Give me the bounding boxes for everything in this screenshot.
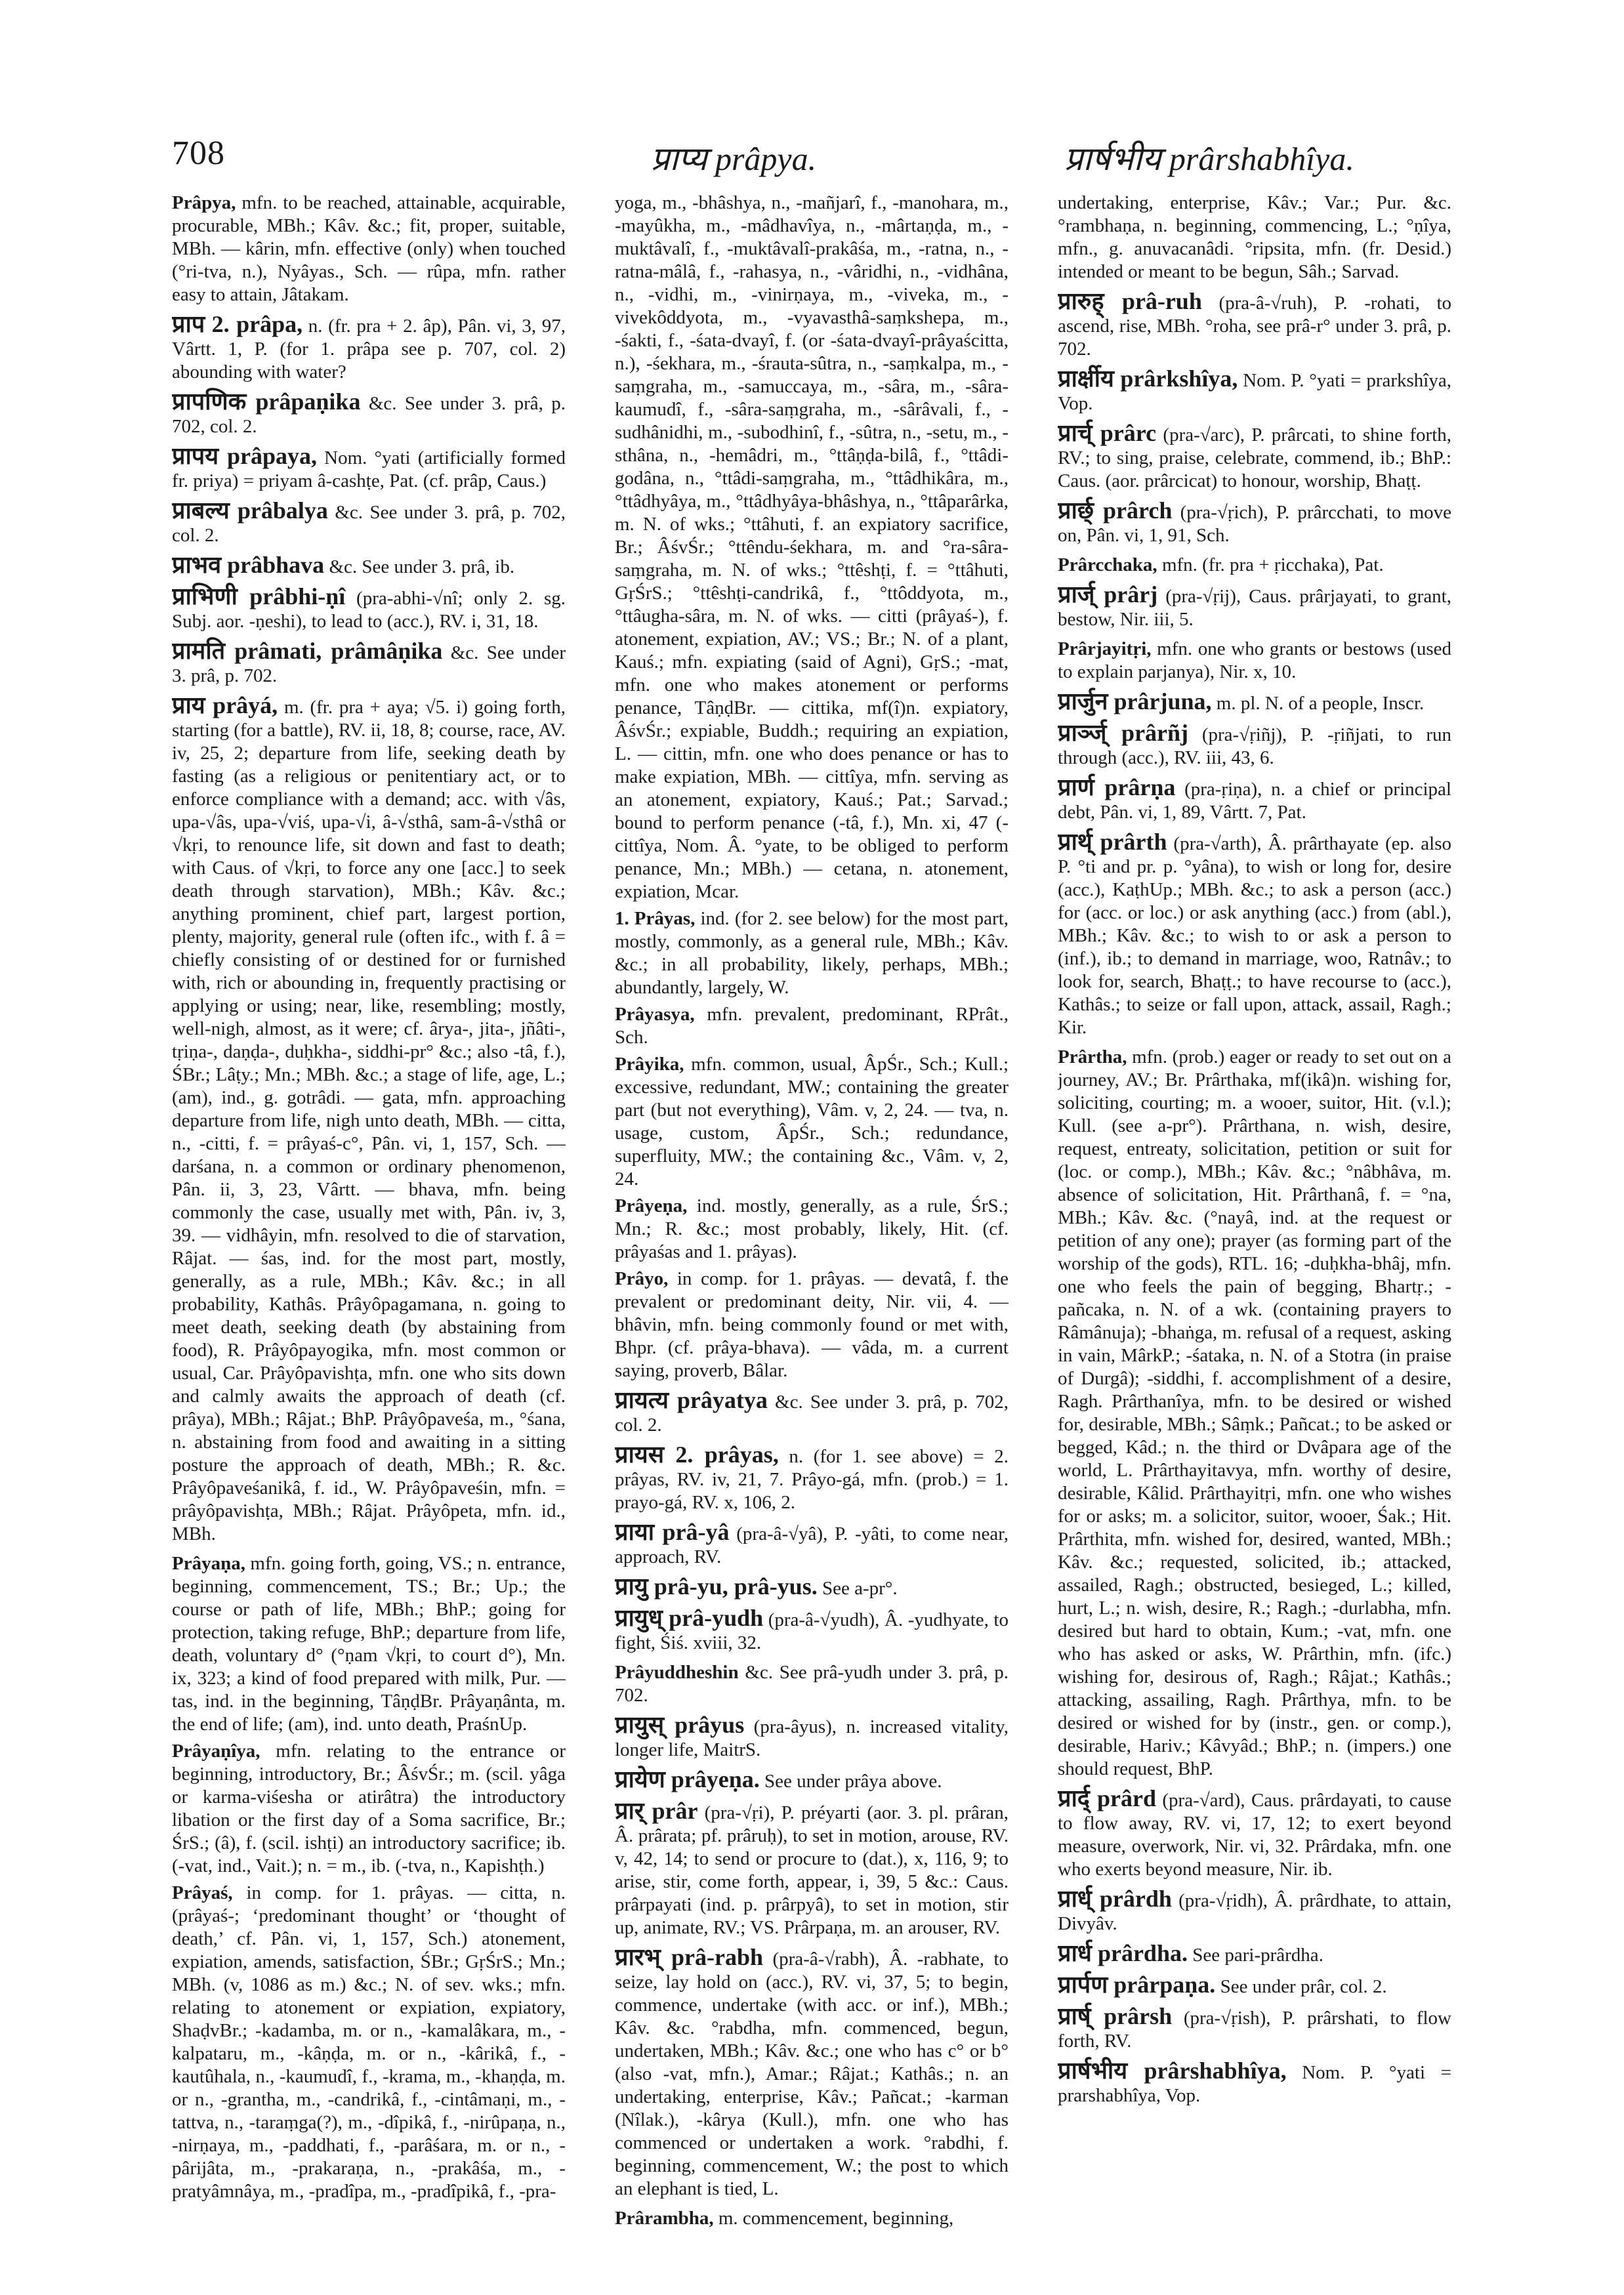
entry-headword: Prâyika, <box>615 1054 684 1075</box>
entry-definition: &c. See under 3. prâ, p. 702, col. 2. <box>172 393 566 437</box>
dictionary-entry <box>1058 554 1451 577</box>
column-3 <box>1058 192 1451 2252</box>
entry-definition: undertaking, enterprise, Kâv.; Var.; Pur. &c. °rambhaṇa, n. beginning, commencing, L.; °ṇîya, mfn., g. anuvacanâdi. °ripsita, mfn. (fr. Desid.) intended or meant to be begun, Sâh.; Sarvad. <box>1058 192 1451 282</box>
entry-definition: n. (fr. pra + 2. âp), Pân. vi, 3, 97, Vârtt. 1, P. (for 1. prâpa see p. 707, col. 2) abounding with water? <box>172 316 566 382</box>
dictionary-entry <box>615 907 1009 999</box>
column-1 <box>172 192 566 2252</box>
entry-headword: प्रापय prâpaya, <box>172 443 318 469</box>
entry-headword: Prâyo, <box>615 1268 669 1289</box>
page-number: 708 <box>172 134 225 172</box>
dictionary-entry <box>615 1607 1009 1655</box>
entry-headword: प्रायु prâ-yu, prâ-yus. <box>615 1573 818 1600</box>
dictionary-entry <box>1058 776 1451 824</box>
entry-definition: mfn. prevalent, predominant, RPrât., Sch. <box>615 1004 1009 1048</box>
dictionary-entry <box>1058 1787 1451 1881</box>
entry-definition: n. (for 1. see above) = 2. prâyas, RV. iv, 21, 7. Prâyo-gá, mfn. (prob.) = 1. prayo-gá, RV. x, 106, 2. <box>615 1446 1009 1513</box>
entry-headword: प्राप 2. prâpa, <box>172 311 303 337</box>
entry-definition: See a-pr°. <box>822 1578 898 1599</box>
entry-definition: (pra-√arth), Â. prârthayate (ep. also P. °ti and pr. p. °yâna), to wish or long for, desire (acc.), KaṭhUp.; MBh. &c.; to ask a person (acc.) for (acc. or loc.) or ask anything (acc.) from (abl.), MBh.; Kâv. &c.; to wish to or ask a person to (inf.), ib.; to demand in marriage, woo, Ratnâv.; to look for, search, Bhaṭṭ.; to have recourse to (acc.), Kathâs.; to seize or fall upon, attack, assail, Ragh.; Kir. <box>1058 833 1451 1038</box>
entry-definition: ind. (for 2. see below) for the most part, mostly, commonly, as a general rule, MBh.; Kâv. &c.; in all probability, likely, perhaps, MBh.; abundantly, largely, W. <box>615 908 1009 998</box>
dictionary-entry <box>1058 583 1451 631</box>
dictionary-entry <box>172 1740 566 1878</box>
entry-definition: (pra-abhi-√nî; only 2. sg. Subj. aor. -ṇeshi), to lead to (acc.), RV. i, 31, 18. <box>172 588 566 632</box>
dictionary-entry <box>1058 290 1451 361</box>
entry-headword: प्रार्पण prârpaṇa. <box>1058 1972 1216 1998</box>
entry-headword: Prâyuddheshin <box>615 1662 739 1683</box>
entry-headword: Prârambha, <box>615 2208 714 2229</box>
dictionary-entry <box>615 1946 1009 2201</box>
entry-definition: in comp. for 1. prâyas. — citta, n. (prâyaś-; ‘predominant thought’ or ‘thought of death,’ cf. Pân. vi, 1, 157, Sch.) atonement, expiation, amends, satisfaction, ŚBr.; GṛŚrS.; Mn.; MBh. (v, 1086 as m.) &c.; N. of sev. wks.; mfn. relating to atonement or expiation, expiatory, ShaḍvBr.; -kadamba, m. or n., -kamalâkara, m., -kalpataru, m., -kâṇḍa, m. or n., -kârikâ, f., -kautûhala, n., -kaumudî, f., -krama, m., -khaṇḍa, m. or n., -grantha, m., -candrikâ, f., -cintâmaṇi, m., -tattva, n., -taraṃga(?), m., -dîpikâ, f., -nirûpaṇa, n., -nirṇaya, m., -paddhati, f., -parâśara, m. or n., -pârijâta, m., -prakaraṇa, n., -prakâśa, m., -pratyâmnâya, m., -pradîpa, m., -pradîpikâ, f., -pra- <box>172 1882 566 2202</box>
dictionary-entry <box>615 1714 1009 1762</box>
entry-definition: (pra-√ṛij), Caus. prârjayati, to grant, bestow, Nir. iii, 5. <box>1058 586 1451 630</box>
dictionary-entry <box>1058 638 1451 684</box>
dictionary-entry <box>172 554 566 579</box>
entry-definition: (pra-â-√yâ), P. -yâti, to come near, approach, RV. <box>615 1523 1009 1567</box>
entry-headword: प्रार्छ् prârch <box>1058 497 1173 524</box>
dictionary-entry <box>615 1053 1009 1191</box>
dictionary-entry <box>172 1552 566 1736</box>
entry-definition: See under prâr, col. 2. <box>1220 1976 1387 1997</box>
entry-headword: प्रापणिक prâpaṇika <box>172 388 361 415</box>
entry-definition: mfn. to be reached, attainable, acquirable, procurable, MBh.; Kâv. &c.; fit, proper, suitable, MBh. — kârin, mfn. effective (only) when touched (°ri-tva, n.), Nyâyas., Sch. — rûpa, mfn. rather easy to attain, Jâtakam. <box>172 192 566 305</box>
entry-definition: &c. See prâ-yudh under 3. prâ, p. 702. <box>615 1662 1009 1706</box>
entry-headword: प्रार्द् prârd <box>1058 1785 1157 1811</box>
dictionary-entry <box>172 313 566 384</box>
entry-headword: प्रार्ण prârṇa <box>1058 774 1176 800</box>
entry-headword: प्रार्ध prârdha. <box>1058 1940 1188 1966</box>
entry-headword: प्रायुध् prâ-yudh <box>615 1605 764 1631</box>
entry-headword: प्राभव prâbhava <box>172 552 325 578</box>
dictionary-entry <box>172 390 566 438</box>
entry-headword: प्रार्क्षीय prârkshîya, <box>1058 365 1238 392</box>
entry-definition: mfn. common, usual, ÂpŚr., Sch.; Kull.; excessive, redundant, MW.; containing the greater part (but not everything), Vâm. v, 2, 24. — tva, n. usage, custom, ÂpŚr., Sch.; redundance, superfluity, MW.; the containing &c., Vâm. v, 2, 24. <box>615 1054 1009 1189</box>
dictionary-entry <box>1058 1046 1451 1781</box>
entry-headword: प्रार्ञ्ज् prârñj <box>1058 720 1189 746</box>
entry-definition: (pra-√ṛi), P. préyarti (aor. 3. pl. prâran, Â. prârata; pf. prâruḥ), to set in motion, arouse, RV. v, 42, 14; to send or procure to (dat.), x, 116, 9; to arise, stir, come forth, appear, i, 39, 5 &c.: Caus. prârpayati (ind. p. prârpyâ), to set in motion, stir up, animate, RV.; VS. Prârpaṇa, m. an arouser, RV. <box>615 1802 1009 1938</box>
dictionary-entry <box>615 1195 1009 1264</box>
entry-headword: प्रार्षभीय prârshabhîya, <box>1058 2057 1287 2084</box>
dictionary-entry <box>615 1443 1009 1514</box>
entry-definition: (pra-√ṛich), P. prârcchati, to move on, Pân. vi, 1, 91, Sch. <box>1058 502 1451 546</box>
entry-definition: See pari-prârdha. <box>1192 1945 1323 1966</box>
entry-headword: 1. Prâyas, <box>615 908 696 929</box>
entry-headword: प्रारभ् prâ-rabh <box>615 1944 764 1970</box>
dictionary-entry <box>172 640 566 688</box>
entry-definition: &c. See under 3. prâ, ib. <box>329 556 515 577</box>
dictionary-entry <box>1058 192 1451 283</box>
dictionary-entry <box>172 585 566 633</box>
entry-headword: प्रार्ध् prârdh <box>1058 1886 1172 1912</box>
dictionary-entry <box>1058 690 1451 715</box>
dictionary-entry <box>615 1268 1009 1382</box>
entry-headword: प्रार्थ् prârth <box>1058 829 1167 855</box>
entry-headword: प्रायेण prâyeṇa. <box>615 1766 760 1792</box>
entry-headword: Prâyeṇa, <box>615 1195 688 1216</box>
entry-definition: (pra-ṛiṇa), n. a chief or principal debt, Pân. vi, 1, 89, Vârtt. 7, Pat. <box>1058 779 1451 823</box>
entry-definition: (pra-√ṛiñj), P. -ṛiñjati, to run through (acc.), RV. iii, 43, 6. <box>1058 724 1451 768</box>
entry-headword: प्रायुस् prâyus <box>615 1712 745 1738</box>
dictionary-entry <box>615 192 1009 903</box>
entry-headword: प्रार्ज् prârj <box>1058 581 1158 608</box>
entry-headword: प्राय prâyá, <box>172 692 278 718</box>
entry-headword: प्रार्ष् prârsh <box>1058 2003 1173 2029</box>
entry-definition: See under prâya above. <box>764 1771 942 1792</box>
dictionary-entry <box>1058 1974 1451 1998</box>
entry-headword: Prâpya, <box>172 192 236 213</box>
entry-definition: m. (fr. pra + aya; √5. i) going forth, starting (for a battle), RV. ii, 18, 8; course, race, AV. iv, 25, 2; departure from life, seeking death by fasting (as a religious or penitentiary act, or to enforce compliance with a demand; acc. with √âs, upa-√âs, upa-√viś, upa-√i, â-√sthâ, sam-â-√sthâ or √kṛi, to renounce life, sit down and fast to death; with Caus. of √kṛi, to force any one [acc.] to seek death through starvation), MBh.; Kâv. &c.; anything prominent, chief part, largest portion, plenty, majority, general rule (often ifc., with f. â = chiefly consisting of or destined for or furnished with, rich or abounding in, frequently practising or applying or using; near, like, resembling; mostly, well-nigh, almost, as it were; cf. ârya-, jita-, jñâti-, tṛiṇa-, daṇḍa-, duḥkha-, siddhi-pr° &c.; also -tâ, f.), ŚBr.; Lâṭy.; Mn.; MBh. &c.; a stage of life, age, L.; (am), ind., g. gotrâdi. — gata, mfn. approaching departure from life, nigh unto death, MBh. — citta, n., -citti, f. = prâyaś-c°, Pân. vi, 1, 157, Sch. — darśana, n. a common or ordinary phenomenon, Pân. ii, 3, 23, Vârtt. — bhava, mfn. being commonly the case, usually met with, Pân. iv, 3, 39. — vidhâyin, mfn. resolved to die of starvation, Râjat. — śas, ind. for the most part, mostly, generally, as a rule, MBh.; Kâv. &c.; in all probability, Kathâs. Prâyôpagamana, n. going to meet death, seeking death (by abstaining from food), R. Prâyôpayogika, mfn. most common or usual, Car. Prâyôpavishṭa, mfn. one who sits down and calmly awaits the approach of death (cf. prâya), MBh.; Râjat.; BhP. Prâyôpaveśa, m., °śana, n. abstaining from food and awaiting in a sitting posture the approach of death, MBh.; R. &c. Prâyôpaveśanikâ, f. id., W. Prâyôpaveśin, mfn. = prâyôpavishṭa, MBh.; Râjat. Prâyôpeta, mfn. id., MBh. <box>172 697 566 1544</box>
entry-definition: m. commencement, beginning, <box>718 2208 954 2229</box>
entry-definition: &c. See under 3. prâ, p. 702, col. 2. <box>172 502 566 546</box>
entry-definition: (pra-√ard), Caus. prârdayati, to cause to flow away, RV. vi, 17, 12; to exert beyond measure, overwork, Nir. vi, 32. Prârdaka, mfn. one who exerts beyond measure, Nir. ib. <box>1058 1790 1451 1880</box>
entry-headword: प्रार् prâr <box>615 1798 698 1824</box>
entry-definition: mfn. relating to the entrance or beginning, introductory, Br.; ÂśvŚr.; m. (scil. yâga or karma-viśesha or atirâtra) the introductory libation or the first day of a Soma sacrifice, Br.; ŚrS.; (â), f. (scil. ishṭi) an introductory sacrifice; ib. (-vat, ind., Vait.); n. = m., ib. (-tva, n., Kapishṭh.) <box>172 1741 566 1876</box>
entry-headword: प्रार्च् prârc <box>1058 420 1157 446</box>
entry-definition: in comp. for 1. prâyas. — devatâ, f. the prevalent or predominant deity, Nir. vii, 4. — bhâvin, mfn. being commonly found or met with, Bhpr. (cf. prâya-bhava). — vâda, m. a current saying, proverb, Bâlar. <box>615 1268 1009 1381</box>
dictionary-columns <box>172 192 1451 2252</box>
dictionary-entry <box>1058 422 1451 493</box>
entry-headword: प्रार्जुन prârjuna, <box>1058 688 1212 714</box>
entry-headword: Prâyaś, <box>172 1882 233 1903</box>
dictionary-entry <box>172 694 566 1546</box>
entry-definition: (pra-â-√ruh), P. -rohati, to ascend, rise, MBh. °roha, see prâ-r° under 3. prâ, p. 702. <box>1058 293 1451 360</box>
entry-definition: mfn. (fr. pra + ṛicchaka), Pat. <box>1161 554 1384 575</box>
dictionary-entry <box>1058 722 1451 770</box>
dictionary-entry <box>172 445 566 493</box>
page-header <box>172 130 1451 189</box>
dictionary-entry <box>615 1521 1009 1569</box>
dictionary-entry <box>1058 2005 1451 2053</box>
entry-definition: &c. See under 3. prâ, p. 702. <box>172 642 566 686</box>
column-2 <box>615 192 1009 2252</box>
right-guide-word: प्रार्षभीय prârshabhîya. <box>1064 140 1354 177</box>
entry-headword: Prâyaṇa, <box>172 1553 245 1574</box>
entry-headword: Prârcchaka, <box>1058 554 1157 575</box>
entry-definition: (pra-âyus), n. increased vitality, longer life, MaitrS. <box>615 1716 1009 1760</box>
entry-headword: प्रारुह् prâ-ruh <box>1058 288 1202 314</box>
entry-definition: &c. See under 3. prâ, p. 702, col. 2. <box>615 1392 1009 1436</box>
dictionary-entry <box>1058 367 1451 415</box>
entry-headword: Prâyasya, <box>615 1004 695 1025</box>
dictionary-entry <box>1058 1942 1451 1967</box>
dictionary-entry <box>172 499 566 547</box>
entry-definition: (pra-â-√yudh), Â. -yudhyate, to fight, Śiś. xviii, 32. <box>615 1609 1009 1653</box>
dictionary-entry <box>615 1661 1009 1707</box>
entry-definition: (pra-â-√rabh), Â. -rabhate, to seize, lay hold on (acc.), RV. vi, 37, 5; to begin, commence, undertake (with acc. or inf.), MBh.; Kâv. &c. °rabdha, mfn. commenced, begun, undertaken, MBh.; Kâv. &c.; one who has c° or b° (also -vat, mfn.), Amar.; Râjat.; Kathâs.; n. an undertaking, enterprise, Kâv.; Pañcat.; -karman (Nîlak.), -kârya (Kull.), mfn. one who has commenced or undertaken a work. °rabdhi, f. beginning, commencement, W.; the post to which an elephant is tied, L. <box>615 1949 1009 2199</box>
dictionary-entry <box>615 1575 1009 1600</box>
entry-definition: (pra-√arc), P. prârcati, to shine forth, RV.; to sing, praise, celebrate, commend, ib.; BhP.: Caus. (aor. prârcicat) to honour, worship, Bhaṭṭ. <box>1058 424 1451 491</box>
entry-definition: Nom. °yati (artificially formed fr. priya) = priyam â-cashṭe, Pat. (cf. prâp, Caus.) <box>172 447 566 491</box>
entry-headword: प्राया prâ-yâ <box>615 1519 730 1545</box>
entry-headword: प्रायस 2. prâyas, <box>615 1441 779 1468</box>
dictionary-entry <box>172 1882 566 2203</box>
dictionary-entry <box>1058 831 1451 1039</box>
entry-headword: Prâyaṇîya, <box>172 1741 260 1762</box>
entry-headword: प्राभिणी prâbhi-ṇî <box>172 583 346 610</box>
entry-definition: mfn. (prob.) eager or ready to set out on a journey, AV.; Br. Prârthaka, mf(ikâ)n. wishing for, soliciting, courting; m. a wooer, suitor, Hit. (v.l.); Kull. (see a-pr°). Prârthana, n. wish, desire, request, entreaty, solicitation, petition or suit for (loc. or comp.), MBh.; Kâv. &c.; °nâbhâva, m. absence of solicitation, Hit. Prârthanâ, f. = °na, MBh.; Kâv. &c. (°nayâ, ind. at the request or petition of any one); prayer (as forming part of the worship of the gods), RTL. 16; -duḥkha-bhâj, mfn. one who feels the pain of begging, Bhartṛ.; -pañcaka, n. N. of a wk. (containing prayers to Râmânuja); -bhaṅga, m. refusal of a request, asking in vain, MârkP.; -śataka, n. N. of a Stotra (in praise of Durgâ); -siddhi, f. accomplishment of a desire, Ragh. Prârthanîya, mfn. to be desired or wished for, desirable, MBh.; Sâṃk.; Pañcat.; to be asked or begged, Kâd.; n. the third or Dvâpara age of the world, L. Prârthayitavya, mfn. worthy of desire, desirable, Kâlid. Prârthayitṛi, mfn. one who wishes for or asks; m. a solicitor, suitor, wooer, Śak.; Hit. Prârthita, mfn. wished for, desired, wanted, MBh.; Kâv. &c.; requested, solicited, ib.; attacked, assailed, Ragh.; obstructed, besieged, L.; killed, hurt, L.; n. wish, desire, R.; Ragh.; -durlabha, mfn. desired but hard to obtain, Kum.; -vat, mfn. one who has asked or asks, W. Prârthin, mfn. (ifc.) wishing for, desirous of, Ragh.; Râjat.; Kathâs.; attacking, assailing, Ragh. Prârthya, mfn. to be desired or wished for by (instr., gen. or comp.), desirable, Hariv.; Kâvyâd.; BhP.; n. (impers.) one should request, BhP. <box>1058 1046 1451 1779</box>
dictionary-entry <box>615 2207 1009 2230</box>
entry-headword: प्रायत्य prâyatya <box>615 1387 768 1413</box>
dictionary-entry <box>615 1389 1009 1437</box>
entry-definition: Nom. P. °yati = prarshabhîya, Vop. <box>1058 2062 1451 2106</box>
left-guide-word: प्राप्य prâpya. <box>651 140 817 177</box>
dictionary-entry <box>1058 2059 1451 2107</box>
dictionary-entry <box>172 192 566 306</box>
entry-definition: (pra-√ṛidh), Â. prârdhate, to attain, Divyâv. <box>1058 1890 1451 1934</box>
entry-headword: प्रामति prâmati, prâmâṇika <box>172 638 443 664</box>
entry-definition: mfn. one who grants or bestows (used to explain parjanya), Nir. x, 10. <box>1058 638 1451 682</box>
dictionary-entry <box>1058 499 1451 547</box>
entry-definition: mfn. going forth, going, VS.; n. entrance, beginning, commencement, TS.; Br.; Up.; the course or path of life, MBh.; BhP.; going for protection, taking refuge, BhP.; departure from life, death, voluntary d° (°ṇam √kṛi, to court d°), Mn. ix, 323; a kind of food prepared with milk, Pur. — tas, ind. in the beginning, TâṇḍBr. Prâyaṇânta, m. the end of life; (am), ind. unto death, PraśnUp. <box>172 1553 566 1735</box>
dictionary-entry <box>615 1800 1009 1939</box>
entry-definition: m. pl. N. of a people, Inscr. <box>1216 693 1425 714</box>
entry-definition: yoga, m., -bhâshya, n., -mañjarî, f., -manohara, m., -mayûkha, m., -mâdhavîya, n., -mârtaṇḍa, m., -muktâvalî, f., -muktâvalî-prakâśa, m., -ratna, n., -ratna-mâlâ, f., -rahasya, n., -vâridhi, n., -vidhâna, n., -vidhi, m., -vinirṇaya, m., -viveka, m., -vivekôddyota, m., -vyavasthâ-saṃkshepa, m., -śakti, f., -śata-dvayî, f. (or -śata-dvayî-prâyaścitta, n.), -śekhara, m., -śrauta-sûtra, n., -saṃkalpa, m., -saṃgraha, m., -samuccaya, m., -sâra, m., -sâra-kaumudî, f., -sâra-saṃgraha, m., -sârâvali, f., -sudhânidhi, m., -subodhinî, f., -sûtra, n., -setu, m., -sthâna, n., -hemâdri, m., °ttâṇḍa-bilâ, f., °ttâdi-godâna, n., °ttâdi-saṃgraha, m., °ttâdhikâra, m., °ttâdhyâya, m., °ttâdhyâya-bhâshya, n., °ttâparârka, m. N. of wks.; °ttâhuti, f. an expiatory sacrifice, Br.; ÂśvŚr.; °ttêndu-śekhara, m. and °ra-sâra-saṃgraha, m. N. of wks.; °ttêshṭi, f. = °ttâhuti, GṛŚrS.; °ttêshṭi-candrikâ, f., °ttôddyota, m., °ttâugha-sâra, m. N. of wks. — citti (prâyaś-), f. atonement, expiation, AV.; VS.; Br.; N. of a plant, Kauś.; mfn. expiating (said of Agni), GṛS.; -mat, mfn. one who makes atonement or performs penance, TâṇḍBr. — cittika, mf(î)n. expiatory, ÂśvŚr.; expiable, Buddh.; requiring an expiation, L. — cittin, mfn. one who does penance or has to make expiation, MBh. — cittîya, mfn. serving as an atonement, expiatory, Kauś.; Pat.; Sarvad.; bound to perform penance (-tâ, f.), Mn. xi, 47 (-cittîya, Nom. Â. °yate, to be obliged to perform penance, Mn.; MBh.) — cetana, n. atonement, expiation, Mcar. <box>615 192 1009 902</box>
entry-headword: Prârtha, <box>1058 1046 1127 1067</box>
entry-headword: प्राबल्य prâbalya <box>172 497 328 524</box>
dictionary-entry <box>615 1003 1009 1049</box>
dictionary-entry <box>1058 1888 1451 1935</box>
dictionary-entry <box>615 1768 1009 1793</box>
entry-headword: Prârjayitṛi, <box>1058 638 1152 659</box>
entry-definition: Nom. P. °yati = prarkshîya, Vop. <box>1058 370 1451 414</box>
entry-definition: (pra-√ṛish), P. prârshati, to flow forth, RV. <box>1058 2008 1451 2052</box>
entry-definition: ind. mostly, generally, as a rule, ŚrS.; Mn.; R. &c.; most probably, likely, Hit. (cf. prâyaśas and 1. prâyas). <box>615 1195 1009 1262</box>
